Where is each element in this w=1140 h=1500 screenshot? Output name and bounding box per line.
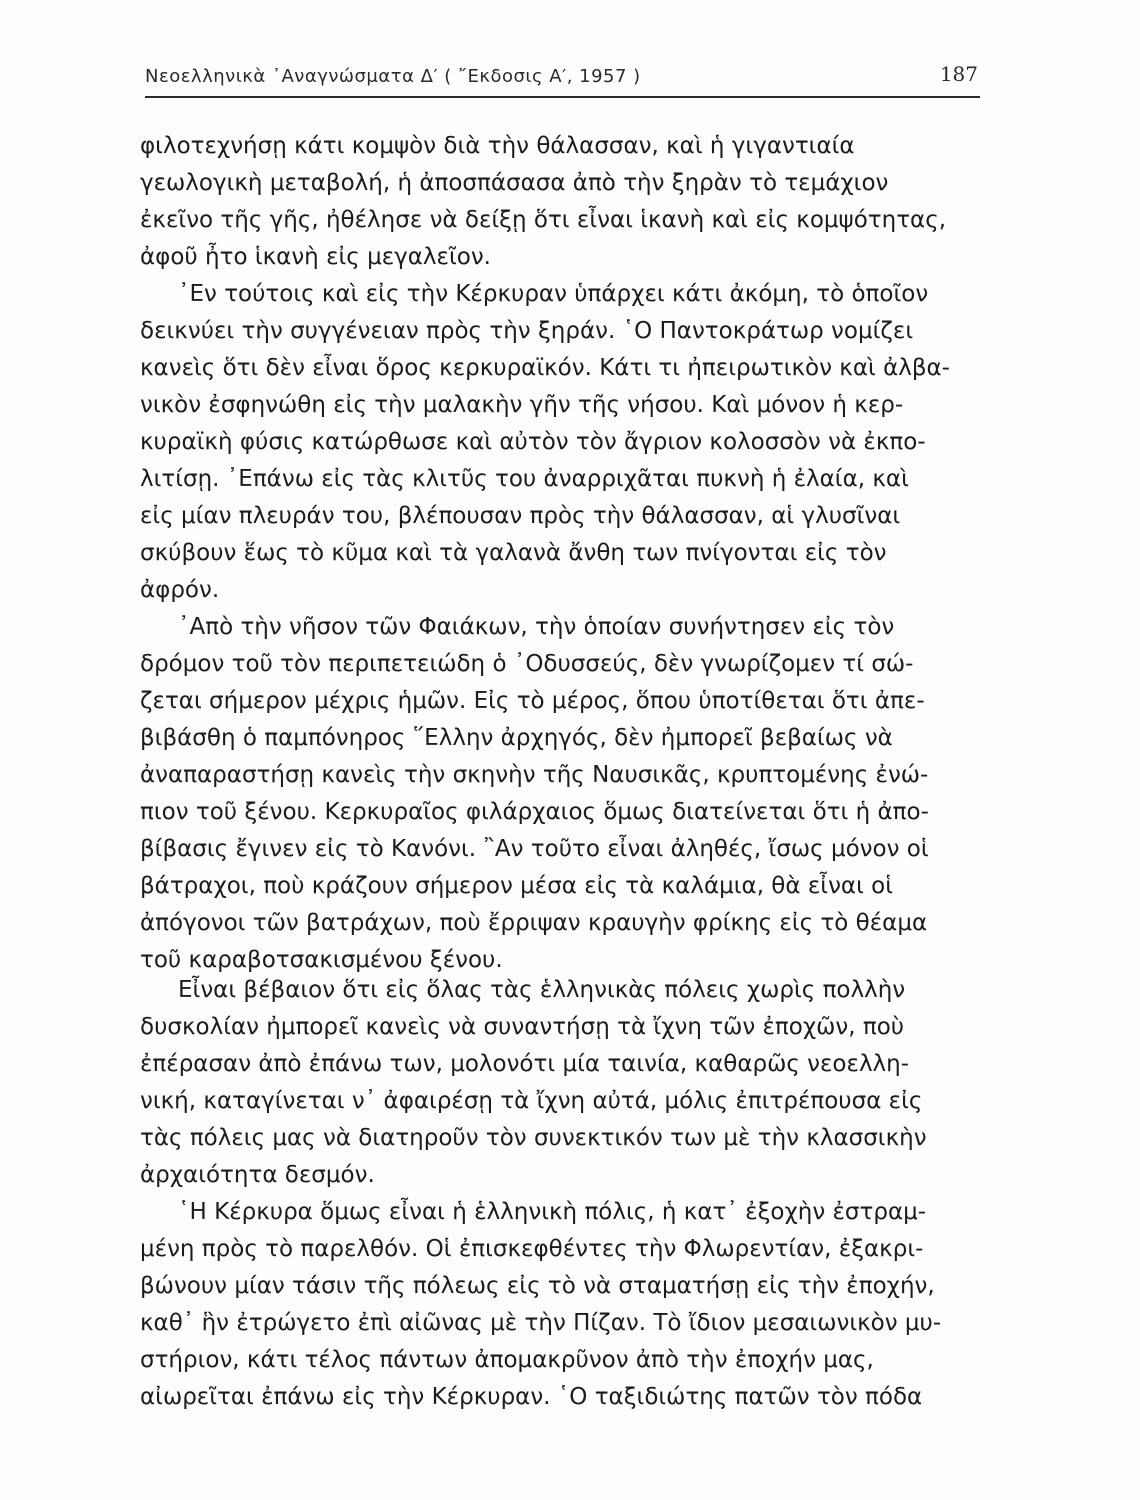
text-line: ᾽Εν τούτοις καὶ εἰς τὴν Κέρκυραν ὑπάρχει κάτι ἀκόμη, τὸ ὁποῖον [178,281,929,307]
text-line: δεικνύει τὴν συγγένειαν πρὸς τὴν ξηράν. ῾Ο Παντοκράτωρ νομίζει [140,318,914,344]
text-line: πιον τοῦ ξένου. Κερκυραῖος φιλάρχαιος ὅμως διατείνεται ὅτι ἡ ἀπο- [140,799,929,825]
text-line: ζεται σήμερον μέχρις ἡμῶν. Εἰς τὸ μέρος, ὅπου ὑποτίθεται ὅτι ἀπε- [140,688,925,714]
text-line: νική, καταγίνεται ν᾽ ἀφαιρέσῃ τὰ ἴχνη αὐτά, μόλις ἐπιτρέπουσα εἰς [140,1088,923,1114]
text-line: νικὸν ἐσφηνώθη εἰς τὴν μαλακὴν γῆν τῆς νήσου. Καὶ μόνον ἡ κερ- [140,392,904,418]
text-line: βίβασις ἔγινεν εἰς τὸ Κανόνι. ῍Αν τοῦτο εἶναι ἀληθές, ἴσως μόνον οἱ [140,836,929,862]
text-line: στήριον, κάτι τέλος πάντων ἀπομακρῦνον ἀπὸ τὴν ἐποχήν μας, [140,1347,874,1373]
text-line: ῾Η Κέρκυρα ὅμως εἶναι ἡ ἑλληνικὴ πόλις, ἡ κατ᾽ ἐξοχὴν ἐστραμ- [178,1199,927,1225]
text-line: κανεὶς ὅτι δὲν εἶναι ὅρος κερκυραϊκόν. Κάτι τι ἠπειρωτικὸν καὶ ἀλβα- [140,355,950,381]
text-line: βάτραχοι, ποὺ κράζουν σήμερον μέσα εἰς τὰ καλάμια, θὰ εἶναι οἱ [140,873,894,899]
text-line: Εἶναι βέβαιον ὅτι εἰς ὅλας τὰς ἑλληνικὰς πόλεις χωρὶς πολλὴν [178,977,906,1003]
text-section-2 [140,972,990,1416]
text-line: βώνουν μίαν τάσιν τῆς πόλεως εἰς τὸ νὰ σταματήσῃ εἰς τὴν ἐποχήν, [140,1273,935,1299]
text-line: φιλοτεχνήσῃ κάτι κομψὸν διὰ τὴν θάλασσαν, καὶ ἡ γιγαντιαία [140,133,855,159]
text-line: δυσκολίαν ἠμπορεῖ κανεὶς νὰ συναντήσῃ τὰ ἴχνη τῶν ἐποχῶν, ποὺ [140,1014,905,1040]
running-header [145,58,980,96]
text-line: ἀφοῦ ἦτο ἱκανὴ εἰς μεγαλεῖον. [140,244,491,270]
text-line: ἀρχαιότητα δεσμόν. [140,1162,375,1188]
text-line: ἐπέρασαν ἀπὸ ἐπάνω των, μολονότι μία ταινία, καθαρῶς νεοελλη- [140,1051,910,1077]
text-line: τοῦ καραβοτσακισμένου ξένου. [140,947,503,973]
text-line: ἀφρόν. [140,577,220,603]
text-line: γεωλογικὴ μεταβολή, ἡ ἀποσπάσασα ἀπὸ τὴν ξηρὰν τὸ τεμάχιον [140,170,889,196]
text-line: βιβάσθη ὁ παμπόνηρος ῞Ελλην ἀρχηγός, δὲν ἠμπορεῖ βεβαίως νὰ [140,725,893,751]
text-line: ἀπόγονοι τῶν βατράχων, ποὺ ἔρριψαν κραυγὴν φρίκης εἰς τὸ θέαμα [140,910,928,936]
header-title: Νεοελληνικὰ ᾽Αναγνώσματα Δ′ ( ῎Εκδοσις Α′, 1957 ) [145,66,641,87]
text-line: καθ᾽ ἣν ἐτρώγετο ἐπὶ αἰῶνας μὲ τὴν Πίζαν. Τὸ ἴδιον μεσαιωνικὸν μυ- [140,1310,942,1336]
text-line: εἰς μίαν πλευράν του, βλέπουσαν πρὸς τὴν θάλασσαν, αἱ γλυσῖναι [140,503,901,529]
text-line: ἀναπαραστήσῃ κανεὶς τὴν σκηνὴν τῆς Ναυσικᾶς, κρυπτομένης ἐνώ- [140,762,929,788]
page-number: 187 [939,62,978,86]
text-line: σκύβουν ἕως τὸ κῦμα καὶ τὰ γαλανὰ ἄνθη των πνίγονται εἰς τὸν [140,540,887,566]
text-line: μένη πρὸς τὸ παρελθόν. Οἱ ἐπισκεφθέντες τὴν Φλωρεντίαν, ἐξακρι- [140,1236,924,1262]
text-line: λιτίσῃ. ᾽Επάνω εἰς τὰς κλιτῦς του ἀναρριχᾶται πυκνὴ ἡ ἐλαία, καὶ [140,466,909,492]
text-line: δρόμον τοῦ τὸν περιπετειώδη ὁ ᾽Οδυσσεύς, δὲν γνωρίζομεν τί σώ- [140,651,914,677]
text-line: κυραϊκὴ φύσις κατώρθωσε καὶ αὐτὸν τὸν ἄγριον κολοσσὸν νὰ ἐκπο- [140,429,926,455]
header-rule [145,96,980,98]
text-line: αἰωρεῖται ἐπάνω εἰς τὴν Κέρκυραν. ῾Ο ταξιδιώτης πατῶν τὸν πόδα [140,1384,923,1410]
text-section-1 [140,128,990,979]
text-line: ἐκεῖνο τῆς γῆς, ἠθέλησε νὰ δείξῃ ὅτι εἶναι ἱκανὴ καὶ εἰς κομψότητας, [140,207,947,233]
text-line: ᾽Απὸ τὴν νῆσον τῶν Φαιάκων, τὴν ὁποίαν συνήντησεν εἰς τὸν [178,614,895,640]
text-line: τὰς πόλεις μας νὰ διατηροῦν τὸν συνεκτικόν των μὲ τὴν κλασσικὴν [140,1125,927,1151]
